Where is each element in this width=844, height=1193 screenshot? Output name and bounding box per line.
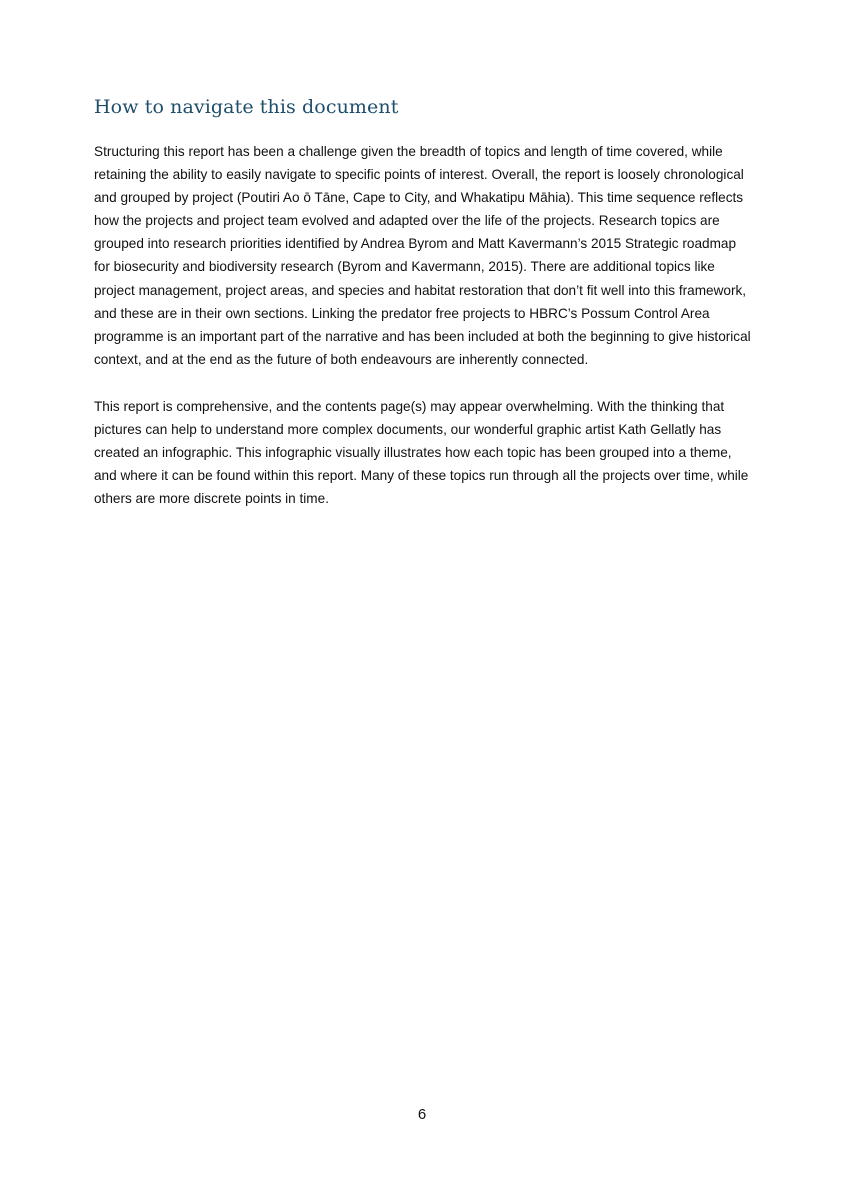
paragraph-infographic: This report is comprehensive, and the contents page(s) may appear overwhelming. With the thinking that pictures can help to understand more complex documents, our wonderful graphic artist Kath Gellatly has created an infographic. This infographic visually illustrates how each topic has been grouped into a theme, and where it can be found within this report. Many of these topics run through all the projects over time, while others are more discrete points in time. [94, 398, 749, 507]
page-number: 6 [417, 1106, 427, 1123]
paragraph-structure: Structuring this report has been a challenge given the breadth of topics and length of time covered, while retaining the ability to easily navigate to specific points of interest. Overall, the report is loosely chronological and grouped by project (Poutiri Ao ō Tāne, Cape to City, and Whakatipu Māhia). This time sequence reflects how the projects and project team evolved and adapted over the life of the projects. Research topics are grouped into research priorities identified by Andrea Byrom and Matt Kavermann’s 2015 Strategic roadmap for biosecurity and biodiversity research (Byrom and Kavermann, 2015). There are additional topics like project management, project areas, and species and habitat restoration that don’t fit well into this framework, and these are in their own sections. Linking the predator free projects to HBRC’s Possum Control Area programme is an important part of the narrative and has been included at both the beginning to give historical context, and at the end as the future of both endeavours are inherently connected. [94, 144, 751, 367]
page-content [94, 96, 754, 534]
section-heading: How to navigate this document [94, 96, 399, 118]
